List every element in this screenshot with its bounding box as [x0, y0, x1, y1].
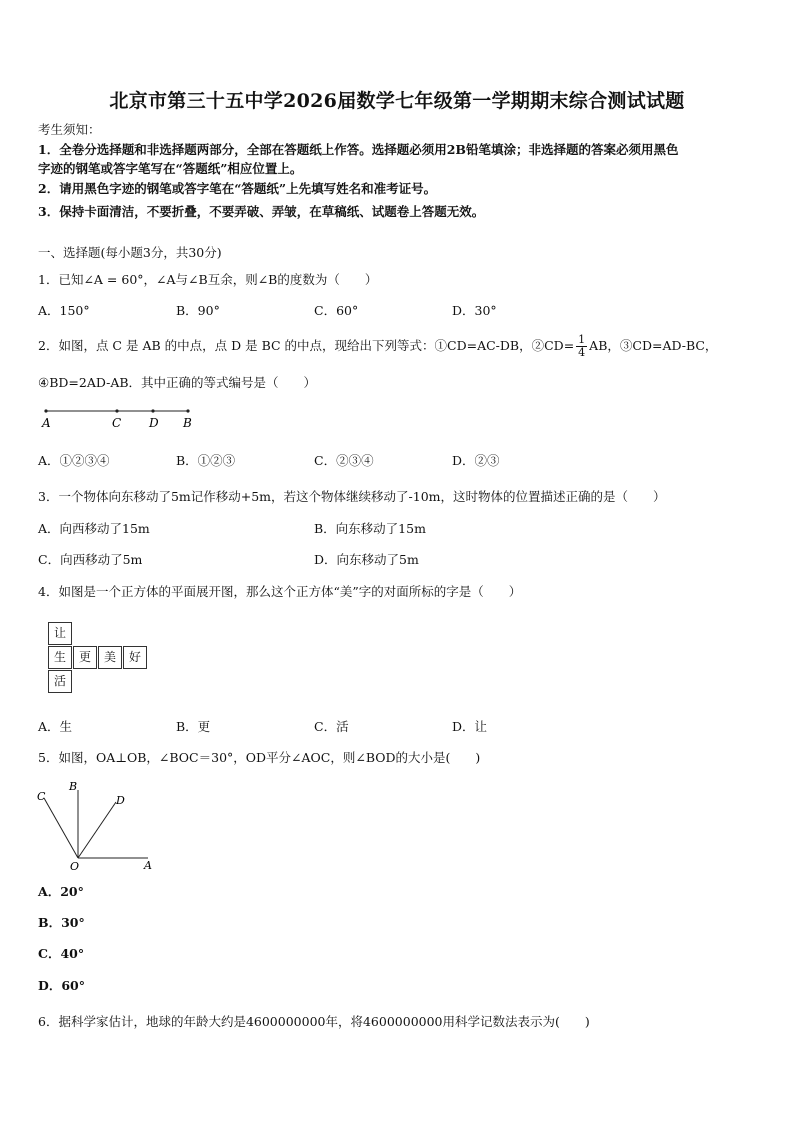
fraction-numerator: 1	[578, 333, 586, 346]
label-d: D	[116, 794, 125, 807]
q5-option-a[interactable]: A．20°	[38, 884, 84, 899]
point-b	[186, 409, 189, 412]
q4-option-d[interactable]: D．让	[452, 719, 488, 734]
net-cell-mei: 美	[98, 646, 122, 669]
notes-item-3: 3．保持卡面清洁，不要折叠，不要弄破、弄皱，在草稿纸、试题卷上答题无效。	[38, 204, 485, 219]
q3-option-a[interactable]: A．向西移动了15m	[38, 521, 150, 536]
q4-option-a[interactable]: A．生	[38, 719, 73, 734]
fraction-denominator: 4	[578, 346, 586, 359]
q4-option-c[interactable]: C．活	[314, 719, 349, 734]
q2-stem-part-b: AB，③CD=AD-BC，	[589, 338, 718, 353]
angle-diagram	[34, 778, 164, 874]
label-c: C	[112, 416, 122, 430]
q2-option-d[interactable]: D．②③	[452, 453, 500, 468]
net-cell-rang: 让	[48, 622, 72, 645]
question-5-stem: 5．如图，OA⊥OB，∠BOC＝30°，OD平分∠AOC，则∠BOD的大小是( )	[38, 750, 481, 765]
q4-option-b[interactable]: B．更	[176, 719, 211, 734]
q2-option-a[interactable]: A．①②③④	[38, 453, 110, 468]
q1-option-a[interactable]: A．150°	[38, 303, 90, 318]
net-cell-huo: 活	[48, 670, 72, 693]
label-o: O	[70, 860, 80, 873]
section-heading: 一、选择题(每小题3分，共30分)	[38, 245, 222, 260]
q5-option-c[interactable]: C．40°	[38, 946, 85, 961]
question-3-stem: 3．一个物体向东移动了5m记作移动+5m，若这个物体继续移动了-10m，这时物体的位置描述正确的是（ ）	[38, 489, 666, 504]
point-a	[44, 409, 47, 412]
label-a: A	[144, 859, 152, 872]
q3-option-d[interactable]: D．向东移动了5m	[314, 552, 419, 567]
q1-option-d[interactable]: D．30°	[452, 303, 497, 318]
segment-diagram	[40, 402, 200, 432]
net-cell-geng: 更	[73, 646, 97, 669]
question-1-stem: 1．已知∠A = 60°，∠A与∠B互余，则∠B的度数为（ ）	[38, 272, 378, 287]
q1-option-b[interactable]: B．90°	[176, 303, 220, 318]
net-cell-sheng: 生	[48, 646, 72, 669]
label-c: C	[37, 790, 46, 803]
ray-od	[78, 802, 116, 858]
notes-item-1: 1．全卷分选择题和非选择题两部分，全部在答题纸上作答。选择题必须用2B铅笔填涂；非选择题的答案必须用黑色	[38, 142, 679, 157]
label-b: B	[69, 780, 78, 793]
label-a: A	[42, 416, 51, 430]
net-cell-hao: 好	[123, 646, 147, 669]
q1-option-c[interactable]: C．60°	[314, 303, 359, 318]
fraction-one-quarter	[576, 334, 587, 359]
point-c	[115, 409, 118, 412]
notes-heading: 考生须知：	[38, 122, 101, 137]
question-4-stem: 4．如图是一个正方体的平面展开图，那么这个正方体“美”字的对面所标的字是（ ）	[38, 584, 522, 599]
question-2-stem	[38, 334, 717, 359]
q3-option-b[interactable]: B．向东移动了15m	[314, 521, 426, 536]
q2-stem-part-a: 2．如图，点 C 是 AB 的中点，点 D 是 BC 的中点，现给出下列等式：①CD=AC-DB，②CD=	[38, 338, 575, 353]
label-d: D	[149, 416, 159, 430]
label-b: B	[183, 416, 192, 430]
q3-option-c[interactable]: C．向西移动了5m	[38, 552, 143, 567]
question-2-stem-cont: ④BD=2AD-AB．其中正确的等式编号是（ ）	[38, 375, 317, 390]
notes-item-1-cont: 字迹的钢笔或答字笔写在“答题纸”相应位置上。	[38, 161, 303, 176]
q5-option-d[interactable]: D．60°	[38, 978, 85, 993]
notes-item-2: 2．请用黑色字迹的钢笔或答字笔在“答题纸”上先填写姓名和准考证号。	[38, 181, 437, 196]
ray-oc	[44, 798, 78, 858]
q2-option-c[interactable]: C．②③④	[314, 453, 374, 468]
question-6-stem: 6．据科学家估计，地球的年龄大约是4600000000年，将4600000000用科学记数法表示为( )	[38, 1014, 590, 1029]
q5-option-b[interactable]: B．30°	[38, 915, 85, 930]
page-title: 北京市第三十五中学2026届数学七年级第一学期期末综合测试试题	[109, 90, 685, 112]
q2-option-b[interactable]: B．①②③	[176, 453, 236, 468]
point-d	[151, 409, 154, 412]
